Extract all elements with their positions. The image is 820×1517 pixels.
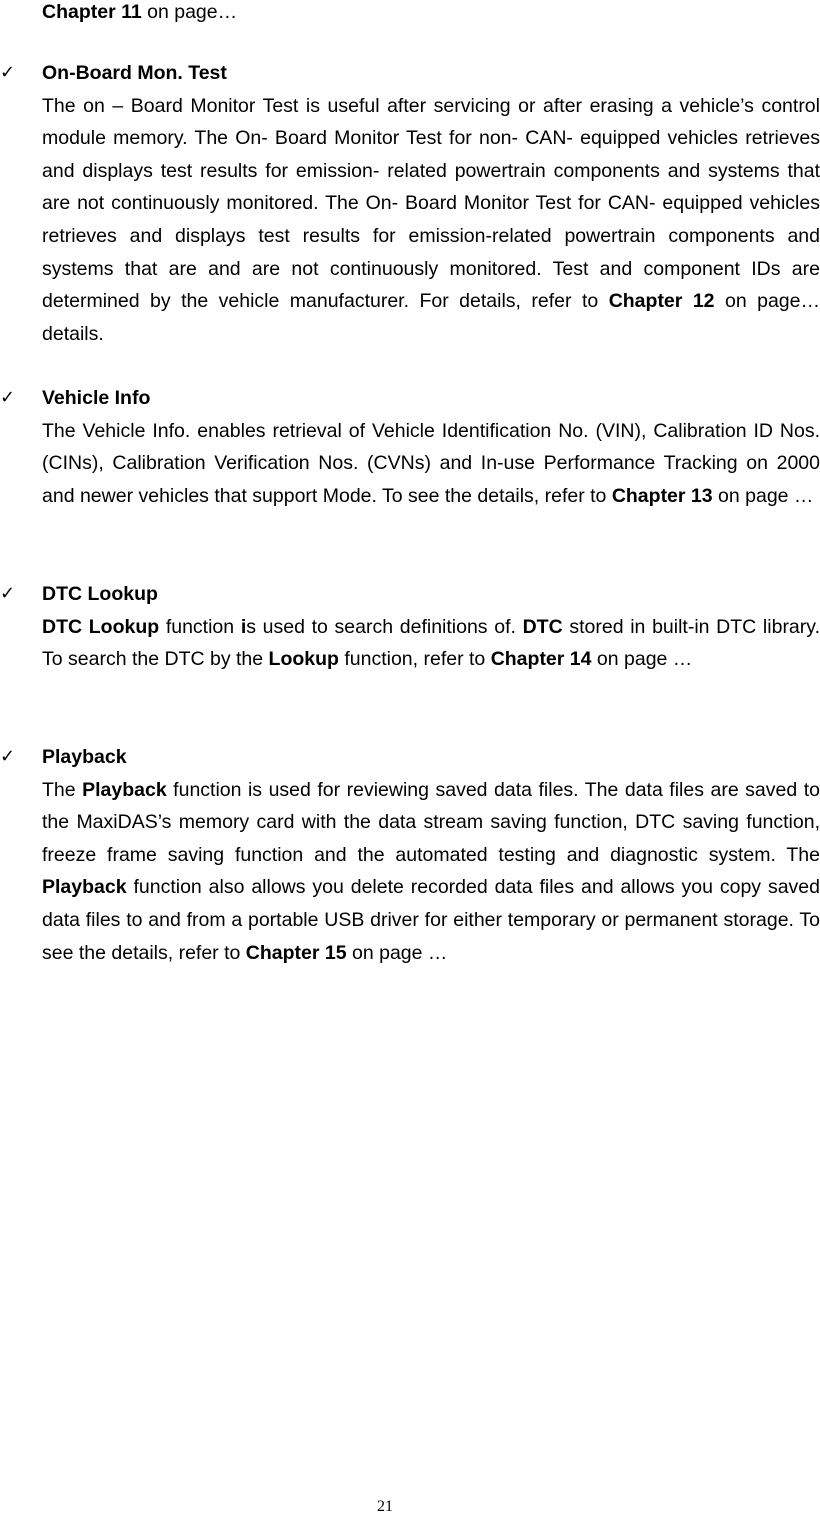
- section-onboard-mon-test: [0, 57, 820, 350]
- section-body: The Playback function is used for reviewing saved data files. The data files are saved to the MaxiDAS’s memory card with the data stream saving function, DTC saving function, freeze frame saving function and the automated testing and diagnostic system. The Playback function also allows you delete recorded data files and allows you copy saved data files to and from a portable USB driver for either temporary or permanent storage. To see the details, refer to Chapter 15 on page …: [42, 778, 820, 964]
- chapter-ref: Chapter 15: [245, 941, 347, 964]
- intro-suffix: on page…: [141, 1, 238, 23]
- intro-line: [42, 0, 237, 29]
- section-vehicle-info: [0, 382, 820, 512]
- section-body: The on – Board Monitor Test is useful after servicing or after erasing a vehicle’s control module memory. The On- Board Monitor Test for non- CAN- equipped vehicles retrieves and displays test results for emission- related powertrain components and systems that are not continuously monitored. The On- Board Monitor Test for CAN- equipped vehicles retrieves and displays test results for emission-related powertrain components and systems that are and are not continuously monitored. Test and component IDs are determined by the vehicle manufacturer. For details, refer to Chapter 12 on page… details.: [42, 94, 820, 345]
- section-heading: DTC Lookup: [42, 583, 158, 605]
- check-icon: ✓: [0, 583, 16, 604]
- section-heading: Playback: [42, 746, 127, 768]
- chapter-ref: Chapter 13: [611, 484, 713, 507]
- section-heading: Vehicle Info: [42, 387, 151, 409]
- section-dtc-lookup: [0, 578, 820, 676]
- check-icon: ✓: [0, 387, 16, 408]
- check-icon: ✓: [0, 62, 16, 83]
- section-body: DTC Lookup function is used to search definitions of. DTC stored in built-in DTC library. To search the DTC by the Lookup function, refer to Chapter 14 on page …: [42, 615, 820, 671]
- section-playback: [0, 741, 820, 969]
- chapter-ref: Chapter 12: [608, 290, 715, 313]
- chapter-ref: Chapter 14: [490, 648, 592, 671]
- intro-chapter-ref: Chapter 11: [42, 1, 142, 23]
- check-icon: ✓: [0, 746, 16, 767]
- section-body: The Vehicle Info. enables retrieval of Vehicle Identification No. (VIN), Calibration ID Nos. (CINs), Calibration Verification Nos. (CVNs) and In-use Performance Tracking on 2000 and newer vehicles that support Mode. To see the details, refer to Chapter 13 on page …: [42, 419, 820, 507]
- section-heading: On-Board Mon. Test: [42, 62, 227, 84]
- page-number: 21: [377, 1498, 393, 1515]
